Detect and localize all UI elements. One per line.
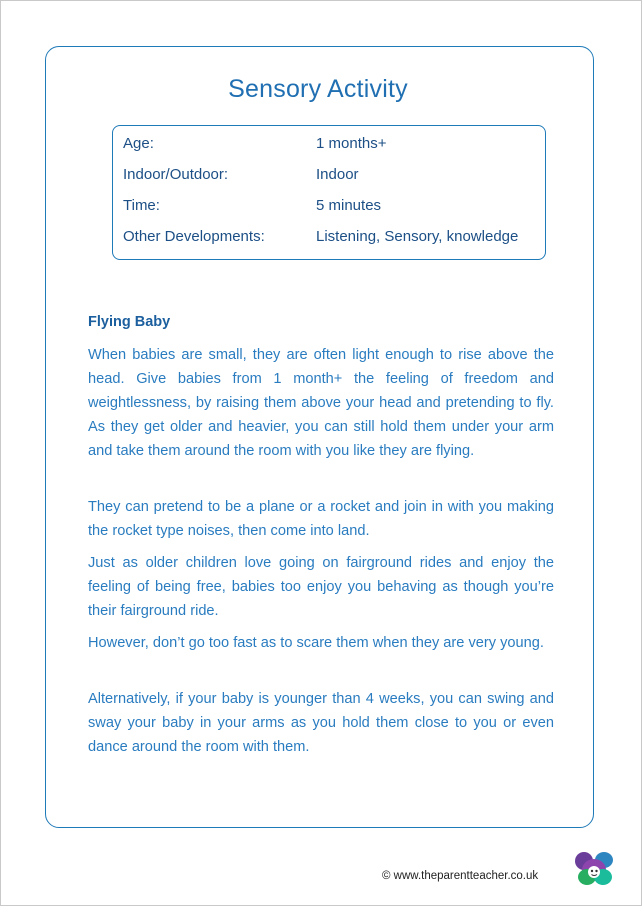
activity-info-box <box>112 125 546 260</box>
copyright-footer: © www.theparentteacher.co.uk <box>382 870 539 882</box>
info-label: Other Developments: <box>123 228 265 245</box>
info-label: Time: <box>123 197 160 214</box>
paragraph: However, don’t go too fast as to scare them when they are very young. <box>88 635 544 651</box>
paragraph: Alternatively, if your baby is younger than 4 weeks, you can swing and sway your baby in your arms as you hold them close to you or even dance around the room with them. <box>88 691 554 755</box>
info-value: 5 minutes <box>316 197 382 214</box>
paragraph: When babies are small, they are often light enough to rise above the head. Give babies from 1 month+ the feeling of freedom and weightlessness, by raising them above your head and pretending to fly. As they get older and heavier, you can still hold them under your arm and take them around the room with you like they are flying. <box>88 347 554 459</box>
paragraph: They can pretend to be a plane or a rocket and join in with you making the rocket type noises, then come into land. <box>88 499 554 539</box>
info-value: Indoor <box>316 166 359 183</box>
parent-teacher-logo-icon <box>573 848 617 888</box>
activity-heading: Flying Baby <box>88 314 171 330</box>
info-label: Indoor/Outdoor: <box>123 166 229 183</box>
info-value: 1 months+ <box>316 135 387 152</box>
info-value: Listening, Sensory, knowledge <box>316 228 519 245</box>
page-title: Sensory Activity <box>228 75 408 103</box>
info-label: Age: <box>123 135 154 152</box>
paragraph: Just as older children love going on fairground rides and enjoy the feeling of being free, babies too enjoy you behaving as though you’re their fairground ride. <box>88 555 554 619</box>
